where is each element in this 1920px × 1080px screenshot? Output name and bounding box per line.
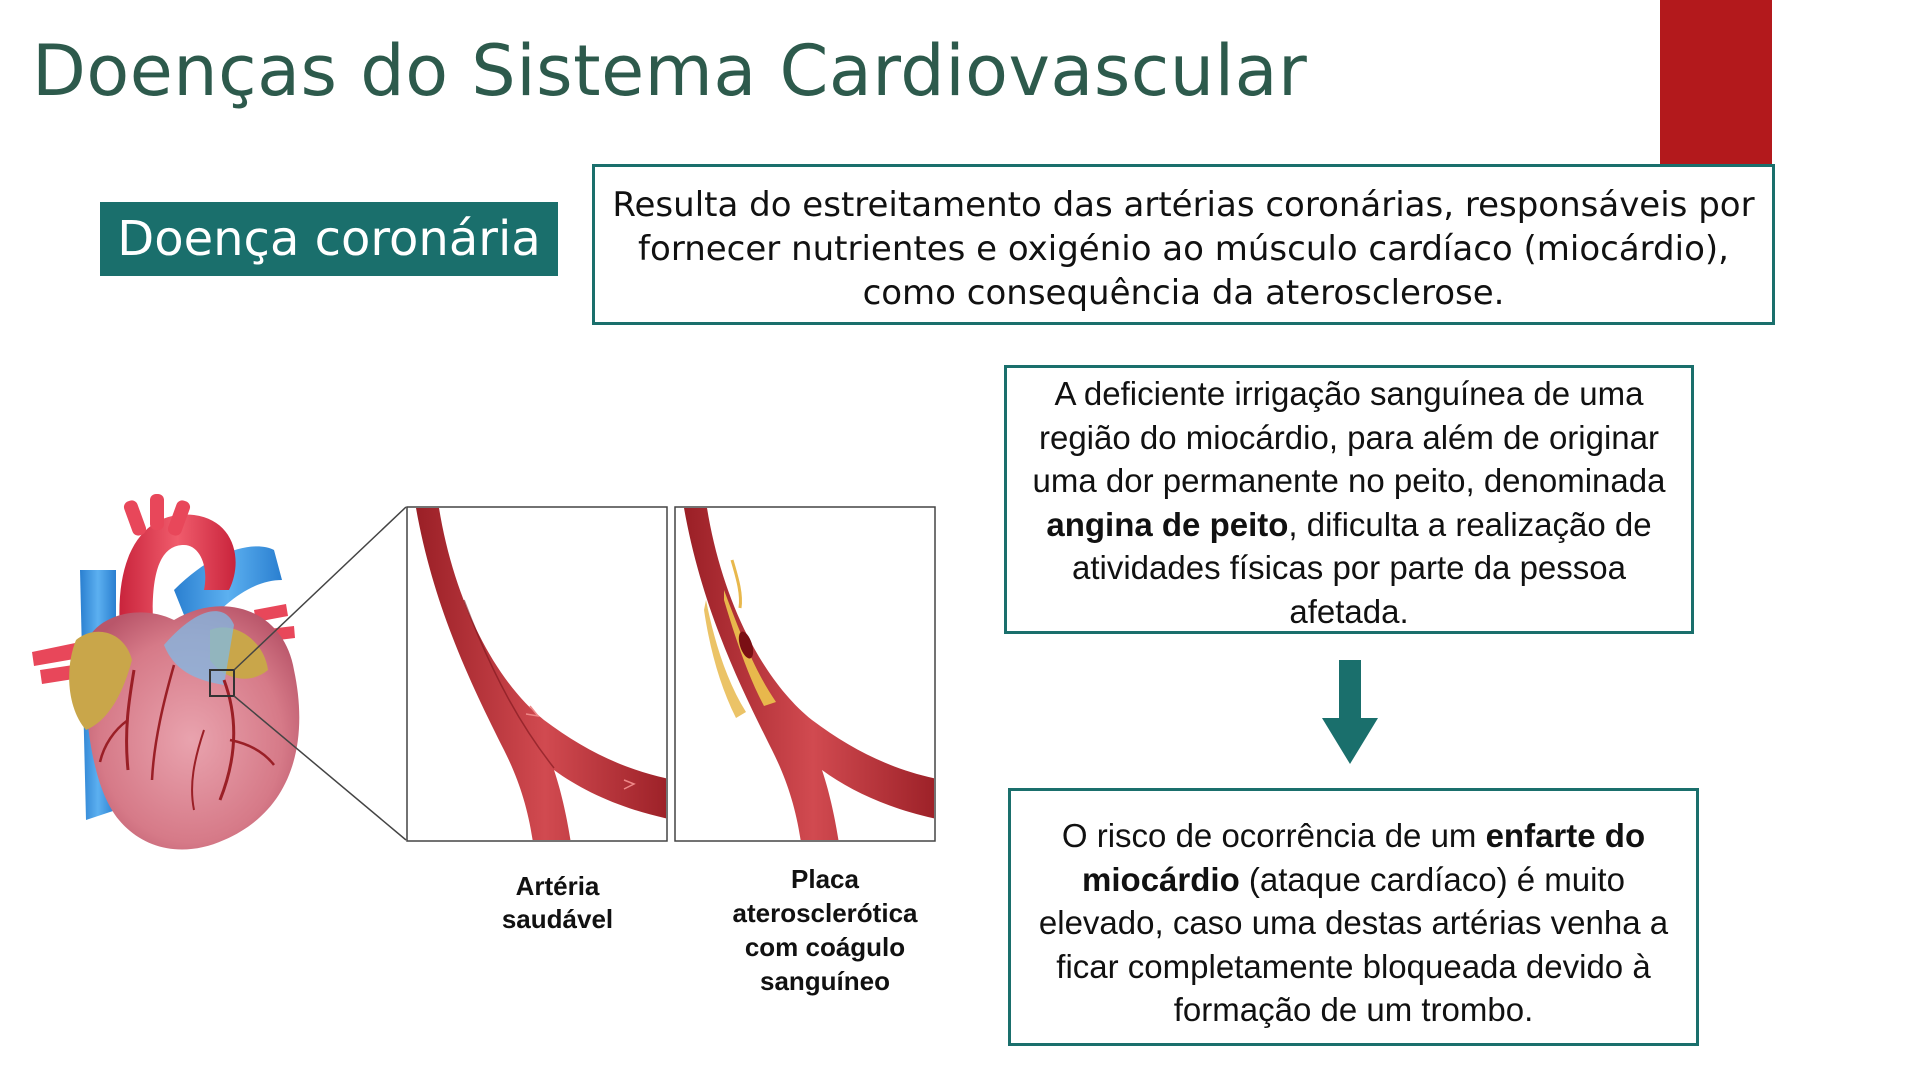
caption-healthy-artery: Artéria saudável [501,871,614,934]
topic-label: Doença coronária [100,202,558,276]
infarction-text-start: O risco de ocorrência de um [1061,817,1486,854]
healthy-artery-panel [407,507,674,850]
down-arrow-icon [1322,660,1378,764]
heart-illustration [32,494,299,850]
angina-text-start: A deficiente irrigação sanguínea de uma região do miocárdio, para além de originar uma dor permanente no peito, denominada [1032,375,1666,499]
angina-box [1004,365,1694,634]
infarction-text-end: (ataque cardíaco) é muito elevado, caso uma destas artérias venha a ficar completamente bloqueada devido à formação de um trombo. [1038,860,1669,1028]
infarction-term: enfarte do miocárdio [1082,817,1646,898]
plaque-artery-panel [675,507,942,850]
definition-text: Resulta do estreitamento das artérias coronárias, responsáveis por fornecer nutrientes e oxigénio ao músculo cardíaco (miocárdio), como consequência da aterosclerose. [612,185,1755,313]
decorative-red-bar [1660,0,1772,164]
angina-text-end: , dificulta a realização de atividades físicas por parte da pessoa afetada. [1072,505,1652,630]
slide-title: Doenças do Sistema Cardiovascular [32,30,1308,112]
definition-box [592,164,1775,325]
coronary-illustration [24,480,954,880]
caption-plaque-artery: Placa aterosclerótica com coágulo sanguíneo [732,864,918,996]
angina-term: angina de peito [1046,505,1289,543]
infarction-box [1008,788,1699,1046]
